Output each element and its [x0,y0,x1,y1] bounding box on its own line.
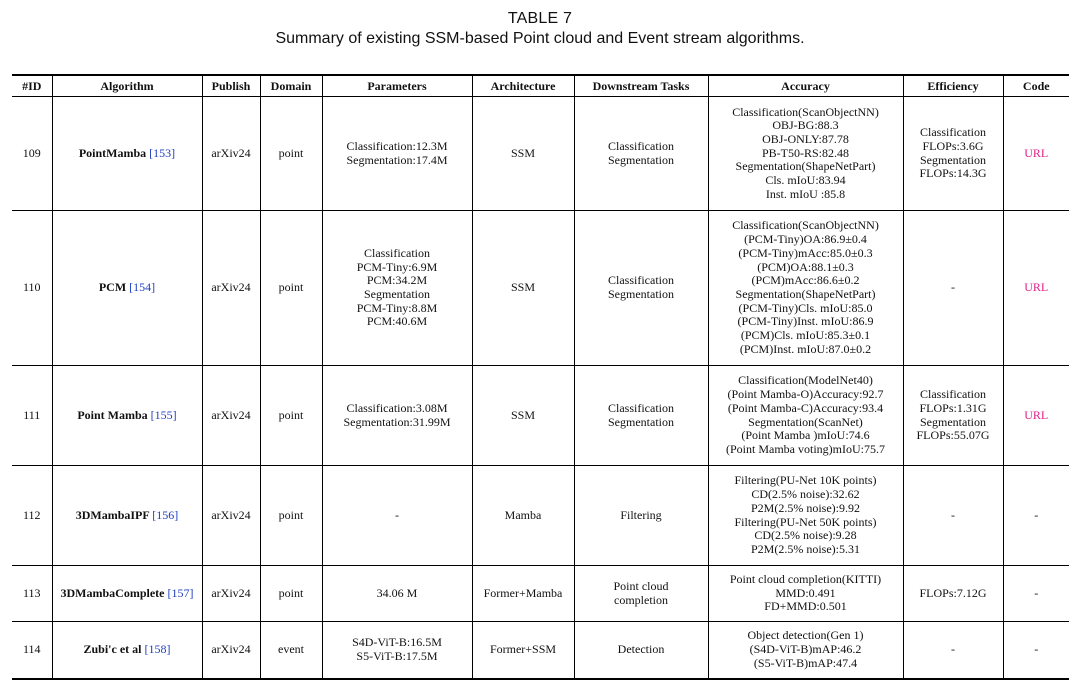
column-header: Code [1022,78,1050,93]
accuracy-cell-line: (PCM-Tiny)mAcc:85.0±0.3 [738,245,873,260]
accuracy-cell-line: PB-T50-RS:82.48 [761,145,849,160]
accuracy-cell-line: (S4D-ViT-B)mAP:46.2 [749,641,862,656]
efficiency-cell [903,566,1003,622]
code-url-link[interactable]: URL [1003,366,1069,466]
header-row [12,75,1069,97]
efficiency-cell [903,466,1003,566]
efficiency-cell [903,211,1003,366]
tasks-cell-line: Segmentation [608,414,674,429]
parameters-cell [322,622,472,679]
parameters-cell-line: Segmentation:31.99M [343,414,451,429]
efficiency-cell-line: FLOPs:3.6G [922,138,984,153]
id-cell: 113 [12,566,52,622]
efficiency-cell [903,622,1003,679]
algorithm-cell [52,97,202,211]
accuracy-cell-line: CD(2.5% noise):32.62 [751,487,860,502]
accuracy-cell-line: OBJ-ONLY:87.78 [762,131,849,146]
accuracy-cell-line: MMD:0.491 [775,585,836,600]
parameters-cell [322,566,472,622]
algorithms-table [12,74,1069,680]
accuracy-cell-line: Filtering(PU-Net 10K points) [734,473,877,488]
code-cell: - [1003,566,1069,622]
accuracy-cell-line: Segmentation(ShapeNetPart) [735,159,876,174]
accuracy-cell-line: Segmentation(ScanNet) [748,414,863,429]
domain-cell: point [260,211,322,366]
citation-link[interactable]: [154] [129,280,156,295]
column-header: Architecture [472,75,574,97]
code-url-link[interactable]: URL [1003,211,1069,366]
publish-cell: arXiv24 [202,622,260,679]
table-row [12,466,1069,566]
column-header: #ID [12,75,52,97]
domain-cell: point [260,97,322,211]
tasks-cell [574,97,708,211]
tasks-cell [574,622,708,679]
tasks-cell-line: Detection [617,641,665,656]
table-row [12,622,1069,679]
tasks-cell-line: completion [614,592,668,607]
id-cell: 112 [12,466,52,566]
algorithm-name: 3DMambaComplete [60,585,165,600]
code-cell: - [1003,466,1069,566]
algorithm-cell [52,366,202,466]
parameters-cell-line: Segmentation [364,287,430,301]
algorithm-cell [52,566,202,622]
citation-link[interactable]: [155] [150,407,177,422]
parameters-cell-line: - [395,507,399,522]
accuracy-cell-line: Point cloud completion(KITTI) [729,571,882,586]
tasks-cell [574,466,708,566]
accuracy-cell [708,97,903,211]
id-cell: 114 [12,622,52,679]
efficiency-cell-line: Segmentation [920,152,986,167]
publish-cell: arXiv24 [202,211,260,366]
accuracy-cell-line: (PCM-Tiny)Inst. mIoU:86.9 [737,314,874,329]
efficiency-cell-line: - [951,641,955,656]
parameters-cell [322,97,472,211]
accuracy-cell-line: (PCM)OA:88.1±0.3 [757,259,854,274]
code-url-link[interactable]: URL [1003,97,1069,211]
tasks-cell-line: Classification [608,400,674,415]
table-row [12,211,1069,366]
efficiency-cell-line: Classification [920,387,986,402]
parameters-cell-line: Classification:12.3M [346,138,448,153]
accuracy-cell-line: (S5-ViT-B)mAP:47.4 [753,655,858,670]
accuracy-cell-line: Inst. mIoU :85.8 [765,186,846,201]
efficiency-cell [903,366,1003,466]
accuracy-cell-line: (PCM)mAcc:86.6±0.2 [751,273,860,288]
architecture-cell: Former+Mamba [472,566,574,622]
publish-cell: arXiv24 [202,566,260,622]
accuracy-cell [708,366,903,466]
accuracy-cell-line: (Point Mamba )mIoU:74.6 [741,428,870,443]
parameters-cell-line: Classification [364,245,430,260]
efficiency-cell-line: Classification [920,125,986,140]
architecture-cell: Former+SSM [472,622,574,679]
algorithm-cell [52,466,202,566]
parameters-cell-line: PCM-Tiny:6.9M [356,259,438,274]
accuracy-cell-line: Object detection(Gen 1) [747,628,864,643]
column-header: Algorithm [52,75,202,97]
table-row [12,366,1069,466]
accuracy-cell-line: (Point Mamba voting)mIoU:75.7 [726,441,885,456]
accuracy-cell-line: (Point Mamba-O)Accuracy:92.7 [727,387,884,402]
algorithm-cell [52,211,202,366]
tasks-cell-line: Classification [608,273,674,288]
accuracy-cell [708,566,903,622]
accuracy-cell-line: OBJ-BG:88.3 [772,118,839,133]
tasks-cell-line: Point cloud [613,578,669,593]
architecture-cell: SSM [472,211,574,366]
accuracy-cell-line: (PCM-Tiny)Cls. mIoU:85.0 [738,300,873,315]
table-row [12,566,1069,622]
algorithm-name: Zubi'c et al [83,641,142,656]
parameters-cell-line: 34.06 M [376,585,418,600]
parameters-cell-line: PCM:34.2M [366,273,428,288]
efficiency-cell-line: FLOPs:1.31G [919,400,987,415]
accuracy-cell-line: Classification(ScanObjectNN) [732,104,879,119]
accuracy-cell-line: Cls. mIoU:83.94 [765,173,846,188]
efficiency-cell-line: FLOPs:14.3G [919,166,987,181]
parameters-cell [322,211,472,366]
algorithm-name: PointMamba [78,145,147,160]
tasks-cell-line: Segmentation [608,152,674,167]
id-cell: 111 [12,366,52,466]
efficiency-cell-line: - [951,280,955,295]
parameters-cell [322,466,472,566]
id-cell: 110 [12,211,52,366]
algorithm-name: Point Mamba [77,407,148,422]
id-cell: 109 [12,97,52,211]
citation-link[interactable]: [153] [149,145,176,160]
parameters-cell-line: Segmentation:17.4M [346,152,448,167]
column-header: Downstream Tasks [574,75,708,97]
domain-cell: point [260,466,322,566]
tasks-cell-line: Filtering [620,507,662,522]
accuracy-cell-line: (Point Mamba-C)Accuracy:93.4 [727,400,884,415]
domain-cell: event [260,622,322,679]
table-caption: Summary of existing SSM-based Point cloud and Event stream algorithms. [275,30,805,47]
publish-cell: arXiv24 [202,97,260,211]
algorithm-name: 3DMambaIPF [75,507,150,522]
tasks-cell-line: Segmentation [608,287,674,301]
parameters-cell-line: S5-ViT-B:17.5M [356,648,438,663]
accuracy-cell [708,622,903,679]
accuracy-cell-line: (PCM-Tiny)OA:86.9±0.4 [744,232,867,247]
accuracy-cell-line: Filtering(PU-Net 50K points) [734,514,877,529]
table-row [12,97,1069,211]
citation-link[interactable]: [158] [144,641,171,656]
column-header: Parameters [322,75,472,97]
accuracy-cell-line: (PCM)Cls. mIoU:85.3±0.1 [740,328,871,343]
tasks-cell-line: Classification [608,138,674,153]
accuracy-cell-line: P2M(2.5% noise):5.31 [751,541,860,556]
column-header: Domain [260,75,322,97]
architecture-cell: SSM [472,366,574,466]
accuracy-cell-line: Segmentation(ShapeNetPart) [735,287,876,301]
tasks-cell [574,566,708,622]
accuracy-cell [708,211,903,366]
efficiency-cell-line: - [951,507,955,522]
column-header: Publish [202,75,260,97]
parameters-cell-line: Classification:3.08M [346,400,448,415]
efficiency-cell-line: Segmentation [920,414,986,429]
accuracy-cell-line: Classification(ScanObjectNN) [732,218,879,233]
accuracy-cell-line: P2M(2.5% noise):9.92 [751,500,860,515]
citation-link[interactable]: [157] [167,585,194,600]
architecture-cell: SSM [472,97,574,211]
domain-cell: point [260,566,322,622]
code-cell: - [1003,622,1069,679]
parameters-cell [322,366,472,466]
efficiency-cell-line: FLOPs:55.07G [916,428,990,443]
accuracy-cell-line: FD+MMD:0.501 [764,599,847,614]
citation-link[interactable]: [156] [152,507,179,522]
algorithm-name: PCM [98,280,127,295]
algorithm-cell [52,622,202,679]
column-header: Accuracy [708,75,903,97]
accuracy-cell [708,466,903,566]
tasks-cell [574,366,708,466]
table-label: TABLE 7 [507,10,573,27]
parameters-cell-line: PCM-Tiny:8.8M [356,300,438,315]
accuracy-cell-line: Classification(ModelNet40) [738,373,873,388]
tasks-cell [574,211,708,366]
table-body [12,97,1069,679]
accuracy-cell-line: (PCM)Inst. mIoU:87.0±0.2 [739,341,872,356]
publish-cell: arXiv24 [202,366,260,466]
publish-cell: arXiv24 [202,466,260,566]
domain-cell: point [260,366,322,466]
parameters-cell-line: PCM:40.6M [366,314,428,329]
column-header: Efficiency [903,75,1003,97]
architecture-cell: Mamba [472,466,574,566]
efficiency-cell-line: FLOPs:7.12G [919,585,987,600]
accuracy-cell-line: CD(2.5% noise):9.28 [754,528,857,543]
parameters-cell-line: S4D-ViT-B:16.5M [352,635,442,650]
efficiency-cell [903,97,1003,211]
